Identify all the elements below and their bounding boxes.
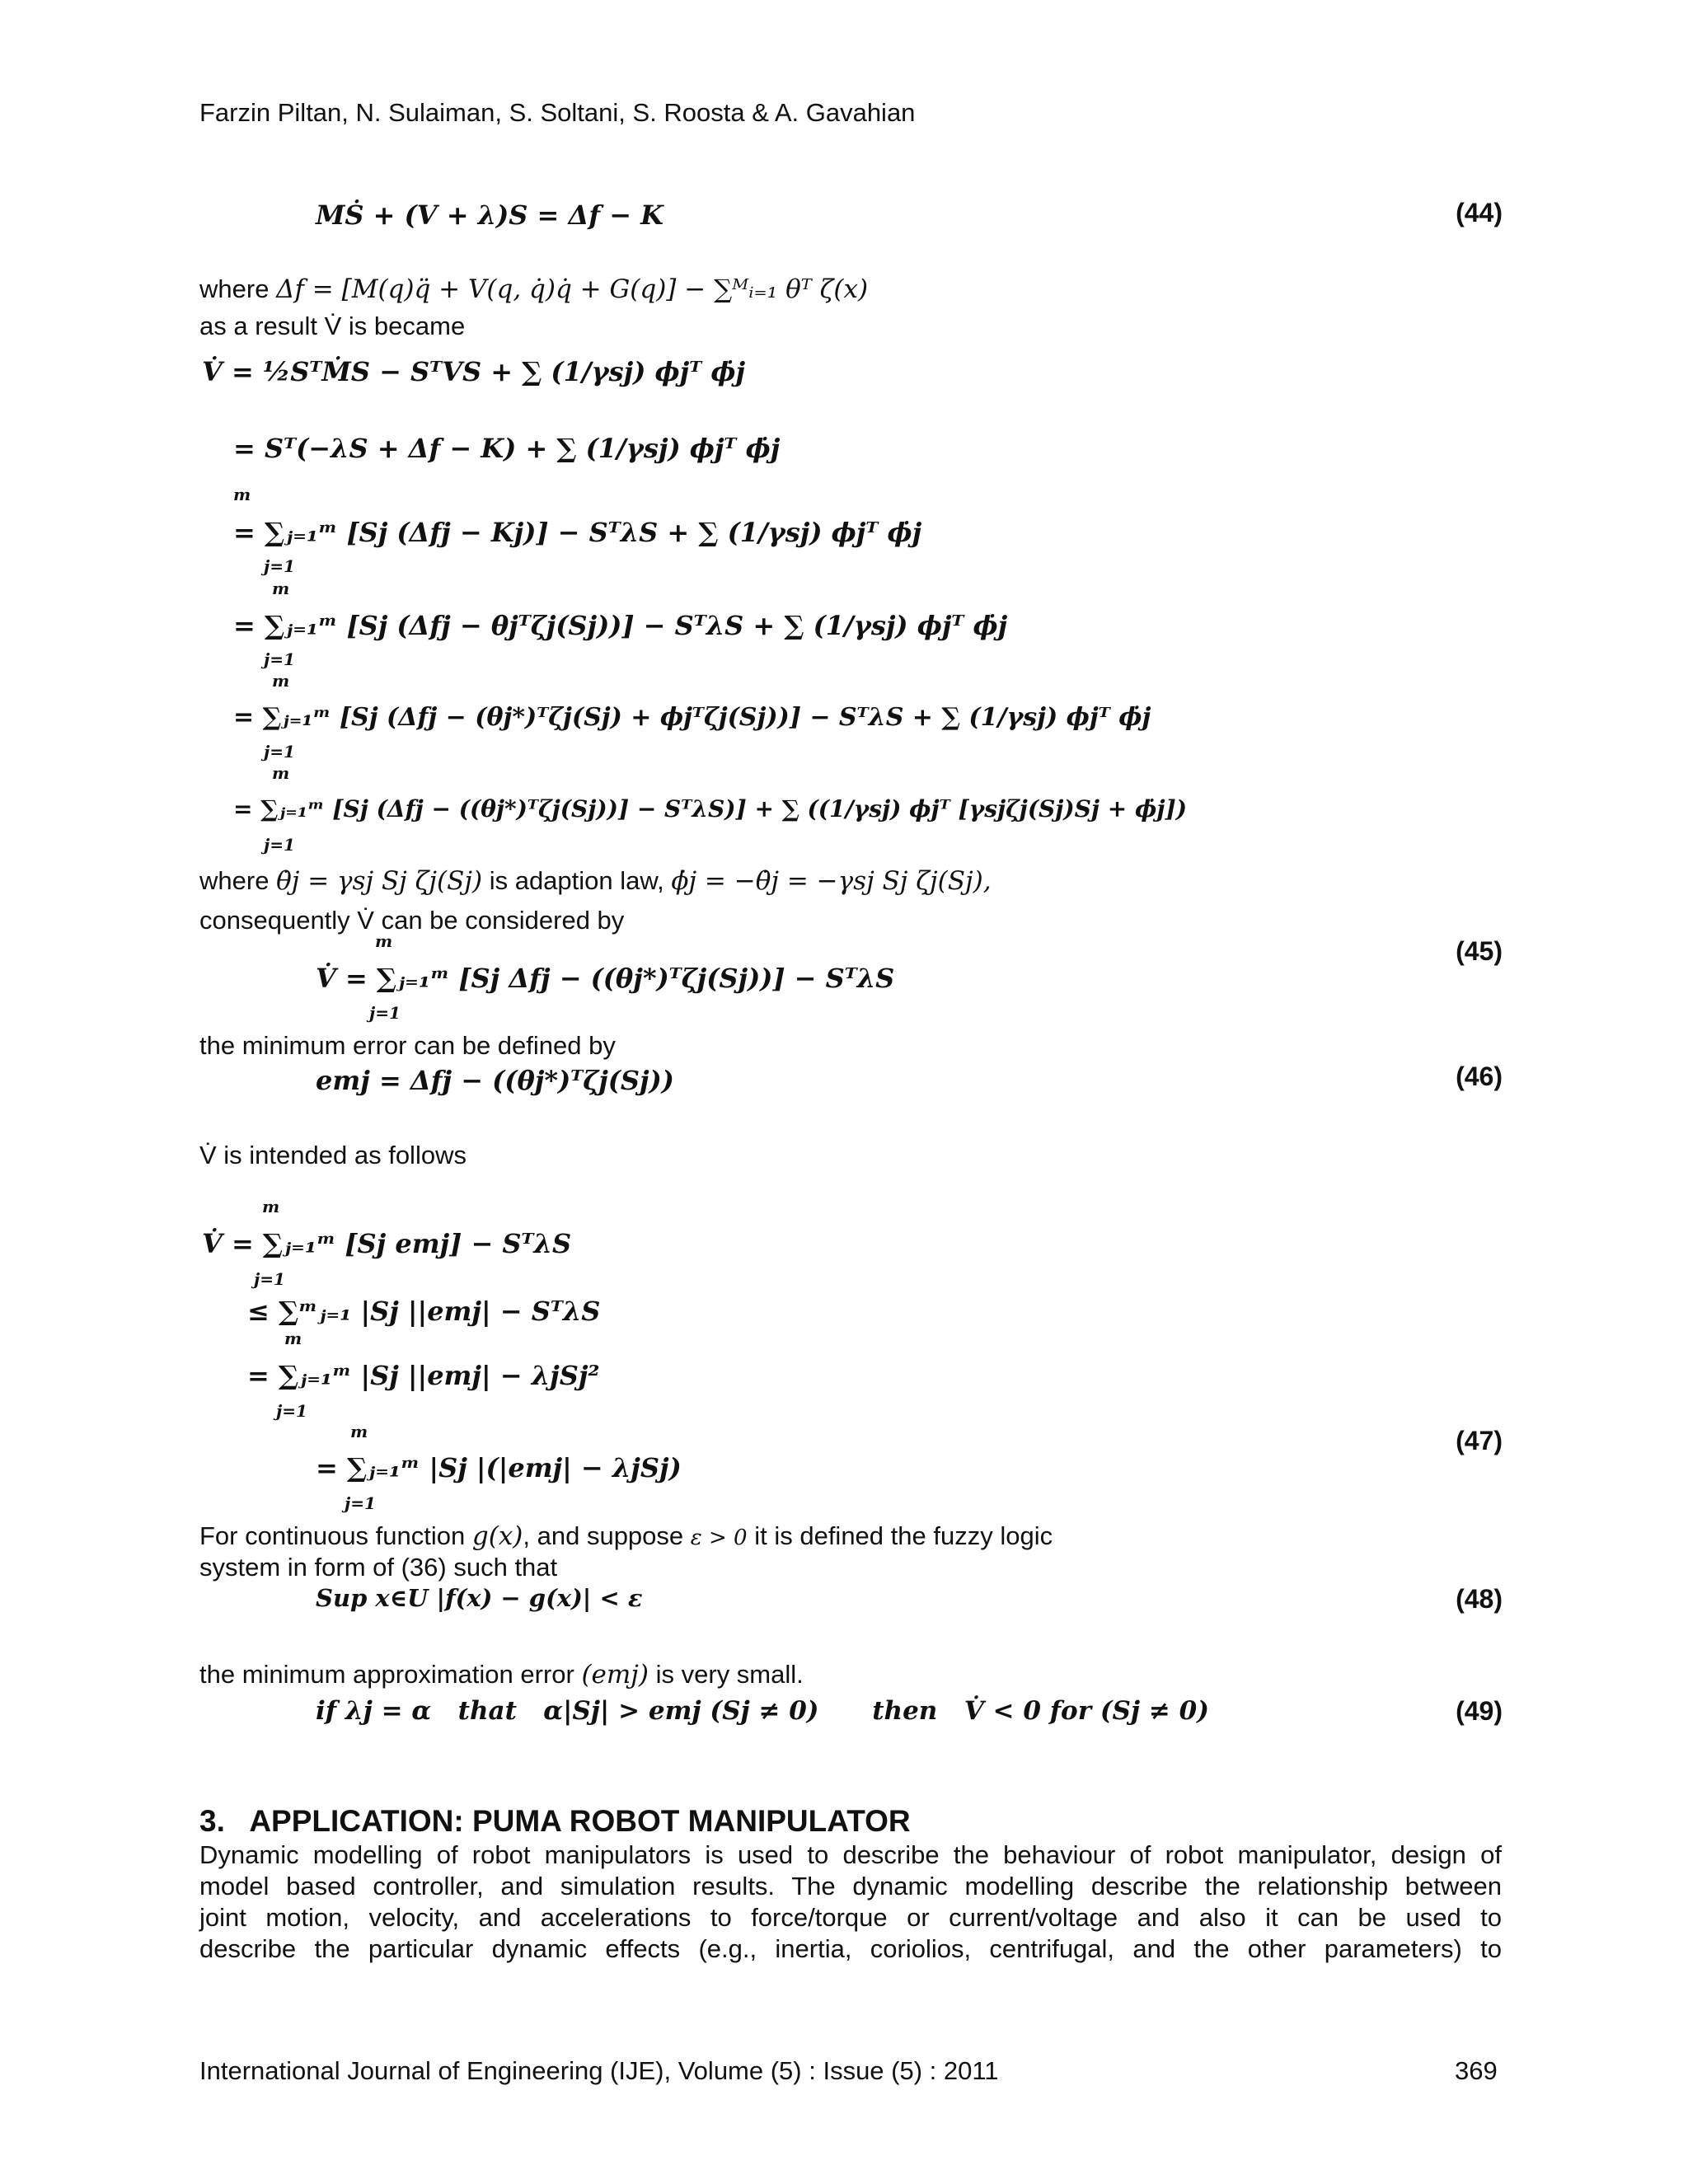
- continuous-function-line: [199, 1521, 1053, 1554]
- derivation-line-6: = ∑ⱼ₌₁ᵐ [Sj (Δfj − ((θj*)ᵀζj(Sj))] − SᵀλS)] + ∑ ((1/γsj) ϕjᵀ [γsjζj(Sj)Sj + ϕ̇j]): [233, 795, 1187, 823]
- sum-upper-limit: m: [375, 931, 393, 951]
- where-label: where: [199, 866, 270, 895]
- fuzzy-system-line: system in form of (36) such that: [199, 1553, 558, 1582]
- consequently-line: consequently V̇ can be considered by: [199, 906, 625, 935]
- approximation-error-line: [199, 1659, 804, 1690]
- g-of-x: g(x): [471, 1521, 523, 1551]
- eq47-line-2: ≤ ∑ᵐⱼ₌₁ |Sj ||emj| − SᵀλS: [247, 1296, 601, 1327]
- sum-lower-limit: j=1: [254, 1269, 285, 1289]
- page-number: 369: [1455, 2056, 1498, 2085]
- epsilon-condition: ε > 0: [690, 1526, 748, 1550]
- sum-upper-limit: m: [272, 763, 290, 783]
- adaption-law-text: is adaption law,: [489, 866, 664, 895]
- derivation-line-1: V̇ = ½SᵀṀS − SᵀVS + ∑ (1/γsj) ϕjᵀ ϕ̇j: [202, 356, 746, 387]
- equation-number-47: (47): [1456, 1426, 1503, 1455]
- approx-text-a: the minimum approximation error: [199, 1660, 574, 1689]
- sum-upper-limit: m: [350, 1422, 368, 1441]
- sum-symbol: m: [233, 485, 251, 504]
- sum-lower-limit: j=1: [345, 1493, 376, 1513]
- equation-46: emj = Δfj − ((θj*)ᵀζj(Sj)): [316, 1065, 674, 1096]
- intended-line: V̇ is intended as follows: [199, 1141, 467, 1169]
- sum-lower-limit: j=1: [264, 649, 295, 669]
- paragraph-line: joint motion, velocity, and accelerations to force/torque or current/voltage and also it can be used to: [199, 1903, 1502, 1932]
- derivation-line-4: = ∑ⱼ₌₁ᵐ [Sj (Δfj − θjᵀζj(Sj))] − SᵀλS + ∑ (1/γsj) ϕjᵀ ϕ̇j: [233, 610, 1008, 641]
- continuous-text-b: , and suppose: [523, 1521, 684, 1550]
- sum-upper-limit: m: [262, 1197, 280, 1216]
- sum-lower-limit: j=1: [264, 742, 295, 762]
- eq47-line-1: V̇ = ∑ⱼ₌₁ᵐ [Sj emj] − SᵀλS: [202, 1228, 572, 1259]
- delta-f-formula: Δf = [M(q)q̈ + V(q, q̇)q̇ + G(q)] − ∑ᴹᵢ₌₁ θᵀ ζ(x): [276, 274, 869, 304]
- phi-dot-formula: ϕ̇j = −θ̇j = −γsj Sj ζj(Sj),: [671, 866, 992, 896]
- sum-lower-limit: j=1: [264, 835, 295, 855]
- derivation-line-5: = ∑ⱼ₌₁ᵐ [Sj (Δfj − (θj*)ᵀζj(Sj) + ϕjᵀζj(Sj))] − SᵀλS + ∑ (1/γsj) ϕjᵀ ϕ̇j: [233, 703, 1151, 732]
- running-header: Farzin Piltan, N. Sulaiman, S. Soltani, S. Roosta & A. Gavahian: [199, 98, 916, 127]
- paragraph-line: describe the particular dynamic effects (e.g., inertia, coriolios, centrifugal, and the other parameters) to: [199, 1934, 1502, 1963]
- equation-number-49: (49): [1456, 1696, 1503, 1726]
- sum-lower-limit: j=1: [276, 1401, 307, 1421]
- where-label: where: [199, 274, 270, 303]
- sum-lower-limit: j=1: [264, 556, 295, 576]
- approx-text-b: is very small.: [655, 1660, 804, 1689]
- equation-45: V̇ = ∑ⱼ₌₁ᵐ [Sj Δfj − ((θj*)ᵀζj(Sj))] − SᵀλS: [316, 963, 895, 994]
- sum-upper-limit: m: [272, 671, 290, 691]
- equation-number-44: (44): [1456, 198, 1503, 227]
- sum-upper-limit: m: [272, 579, 290, 598]
- section-paragraph: [199, 1840, 1502, 1965]
- sum-lower-limit: j=1: [369, 1003, 401, 1023]
- minimum-error-line: the minimum error can be defined by: [199, 1031, 616, 1060]
- equation-number-48: (48): [1456, 1584, 1503, 1614]
- eq47-line-4: = ∑ⱼ₌₁ᵐ |Sj |(|emj| − λjSj): [316, 1452, 682, 1483]
- paragraph-line: model based controller, and simulation results. The dynamic modelling describe the relationship between: [199, 1872, 1502, 1900]
- equation-number-45: (45): [1456, 936, 1503, 966]
- continuous-text-c: it is defined the fuzzy logic: [754, 1521, 1053, 1550]
- paragraph-line: Dynamic modelling of robot manipulators is used to describe the behaviour of robot manipulator, design of: [199, 1840, 1502, 1869]
- section-heading: 3. APPLICATION: PUMA ROBOT MANIPULATOR: [199, 1804, 911, 1838]
- emj-symbol: (emj): [581, 1660, 649, 1690]
- derivation-line-3: = ∑ⱼ₌₁ᵐ [Sj (Δfj − Kj)] − SᵀλS + ∑ (1/γsj) ϕjᵀ ϕ̇j: [233, 517, 922, 548]
- adaption-law-formula: θ̇j = γsj Sj ζj(Sj): [276, 866, 483, 896]
- equation-number-46: (46): [1456, 1062, 1503, 1091]
- eq47-line-3: = ∑ⱼ₌₁ᵐ |Sj ||emj| − λjSj²: [247, 1360, 600, 1391]
- equation-48: Sup x∈U |f(x) − g(x)| < ε: [316, 1584, 643, 1612]
- as-result-line: as a result V̇ is became: [199, 312, 466, 340]
- equation-44: MṠ + (V + λ)S = Δf − K: [316, 199, 663, 231]
- where-delta-line: [199, 274, 868, 305]
- sum-upper-limit: m: [284, 1329, 302, 1348]
- footer-journal: International Journal of Engineering (IJE), Volume (5) : Issue (5) : 2011: [199, 2056, 999, 2085]
- equation-49: if λj = α that α|Sj| > emj (Sj ≠ 0) then V̇ < 0 for (Sj ≠ 0): [316, 1696, 1209, 1726]
- continuous-text-a: For continuous function: [199, 1521, 466, 1550]
- adaption-law-line: [199, 865, 992, 897]
- derivation-line-2: = Sᵀ(−λS + Δf − K) + ∑ (1/γsj) ϕjᵀ ϕ̇j: [233, 433, 781, 464]
